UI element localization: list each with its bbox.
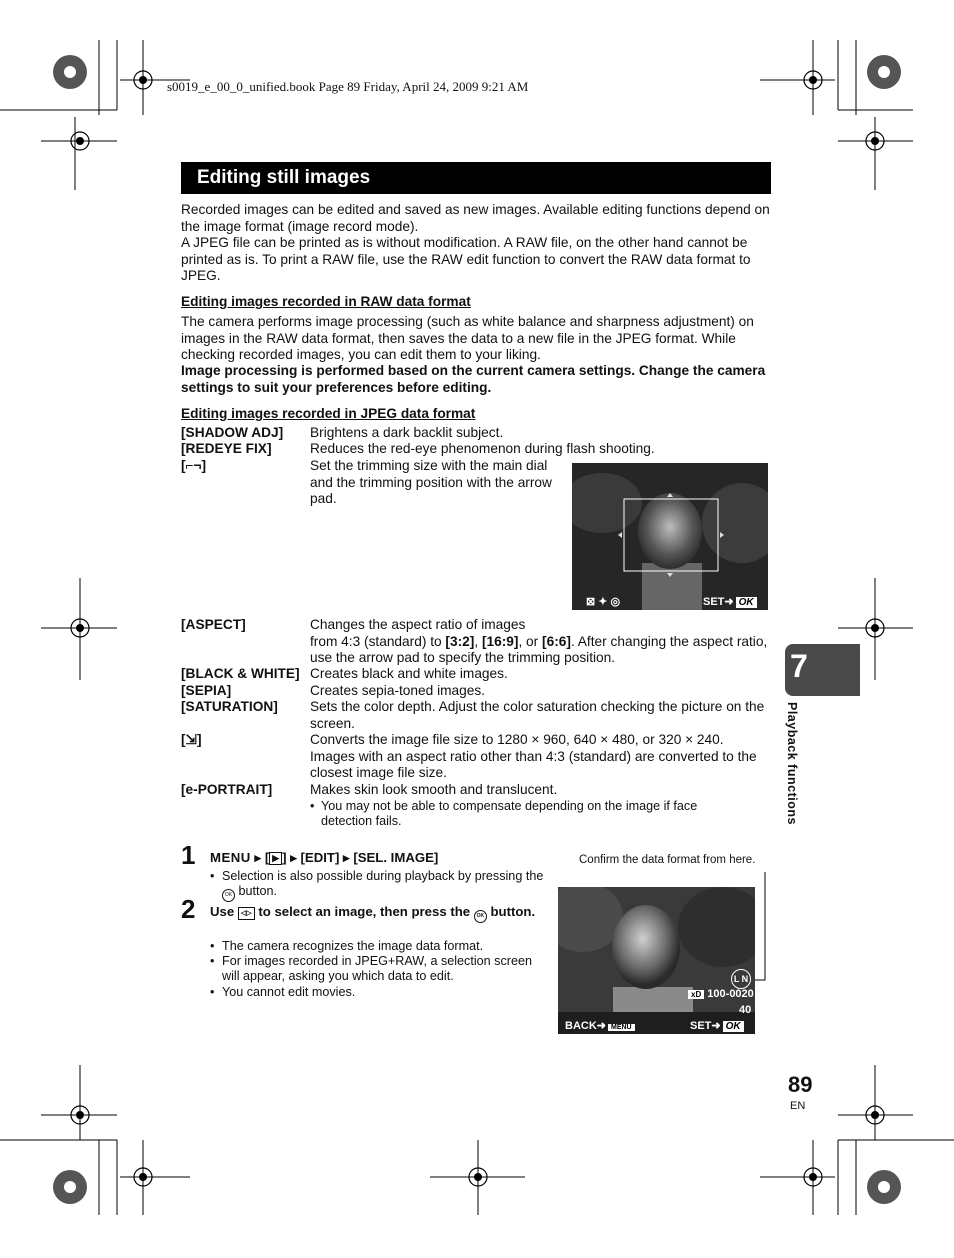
back-menu-label: BACK➜ MENU [565, 1019, 635, 1032]
trim-dial-icons: ⊠ ✦ ◎ [586, 596, 621, 608]
desc-saturation: Sets the color depth. Adjust the color saturation checking the picture on the screen. [310, 699, 765, 731]
file-number [686, 988, 754, 1000]
playback-icon: ▶ [269, 852, 282, 865]
aspect-sep-2: , or [518, 633, 543, 649]
term-black-white: [BLACK & WHITE] [181, 666, 300, 681]
ratio-6-6: [6:6] [542, 633, 571, 649]
term-saturation: [SATURATION] [181, 699, 278, 714]
step-2-button: button. [490, 904, 536, 919]
term-redeye-fix: [REDEYE FIX] [181, 441, 272, 456]
chapter-label: Playback functions [785, 702, 799, 825]
chapter-number: 7 [790, 648, 808, 684]
intro-paragraph-2: A JPEG file can be printed as is without modification. A RAW file, on the other hand cannot be printed as is. To print a RAW file, use the RAW edit function to convert the RAW data format to JPEG. [181, 235, 751, 283]
select-image-screen-photo [558, 887, 755, 1034]
file-number-text: 100-0020 [707, 988, 754, 1000]
step-1-menu-path [210, 850, 438, 866]
intro-paragraph-1: Recorded images can be edited and saved as new images. Available editing functions depend on the image format (image record mode). [181, 202, 770, 234]
ok-label: OK [723, 1021, 744, 1032]
aspect-from: from 4:3 (standard) to [310, 633, 446, 649]
step-1-bullet-end: button. [238, 884, 278, 899]
aspect-sep-1: , [474, 633, 482, 649]
step-1-bullet [210, 869, 550, 902]
bracket-open: [ [264, 850, 270, 865]
ok-button-icon: OK [474, 910, 487, 923]
bullet-dot: • [210, 984, 215, 999]
set-label: SET [703, 596, 725, 608]
trimming-screen-photo [572, 463, 768, 610]
trim-set-ok: SET➜ OK [703, 595, 757, 608]
bracket-close: ] [282, 850, 287, 865]
menu-label: MENU [210, 850, 251, 865]
step-2-text [210, 904, 550, 923]
raw-heading: Editing images recorded in RAW data format [181, 294, 471, 309]
raw-text: The camera performs image processing (such as white balance and sharpness adjustment) on images in the RAW data format, then saves the data to a new file in the JPEG format. While checking recorded images, you can edit them to your liking. [181, 314, 754, 362]
step-2-bullet-3: You cannot edit movies. [222, 984, 356, 999]
back-label: BACK [565, 1020, 597, 1032]
ok-button-icon: OK [222, 889, 235, 902]
step-2-use: Use [210, 904, 235, 919]
desc-redeye-fix: Reduces the red-eye phenomenon during flash shooting. [310, 441, 655, 456]
step-1-number: 1 [181, 840, 196, 870]
aspect-line-1: Changes the aspect ratio of images [310, 617, 526, 632]
ok-label: OK [736, 597, 757, 608]
card-icon: xD [688, 990, 704, 999]
term-sepia: [SEPIA] [181, 683, 232, 698]
aspect-after: . After changing the aspect ratio, use the arrow pad to specify the trimming position. [310, 633, 768, 665]
photo-2-caption: Confirm the data format from here. [579, 854, 756, 866]
step-2-select: to select an image, then press the [258, 904, 471, 919]
desc-resize: Converts the image file size to 1280 × 960, 640 × 480, or 320 × 240. Images with an aspect ratio other than 4:3 (standard) are converted to the closest image file size. [310, 732, 757, 780]
step-2-number: 2 [181, 894, 196, 924]
page-number: 89 [788, 1072, 813, 1097]
arrow-right-icon: ▸ [254, 850, 262, 865]
print-header: s0019_e_00_0_unified.book Page 89 Friday, April 24, 2009 9:21 AM [167, 79, 529, 94]
menu-sel-image: [SEL. IMAGE] [353, 850, 439, 865]
jpeg-heading: Editing images recorded in JPEG data format [181, 406, 476, 421]
desc-shadow-adj: Brightens a dark backlit subject. [310, 425, 504, 440]
section-title: Editing still images [181, 162, 771, 194]
bullet-dot: • [210, 869, 215, 883]
desc-aspect [310, 617, 770, 667]
step-2-bullet-1: The camera recognizes the image data format. [222, 939, 484, 953]
term-trimming: [⌐¬] [181, 458, 207, 473]
step-2-bullets [210, 939, 550, 1000]
set-label: SET [690, 1020, 712, 1032]
ratio-3-2: [3:2] [445, 633, 475, 649]
e-portrait-note-text: You may not be able to compensate depending on the image if face detection fails. [321, 799, 698, 829]
arrow-pad-icon: ◁▷ [238, 907, 255, 920]
desc-sepia: Creates sepia-toned images. [310, 683, 485, 698]
language-code: EN [790, 1100, 806, 1112]
bullet-dot: • [210, 954, 215, 969]
term-aspect: [ASPECT] [181, 617, 246, 632]
menu-edit: [EDIT] [300, 850, 340, 865]
step-1-bullet-text [222, 869, 550, 902]
bullet-dot: • [210, 939, 215, 953]
desc-black-white: Creates black and white images. [310, 666, 508, 681]
aspect-line-2 [310, 634, 770, 667]
step-2-bullet-2: For images recorded in JPEG+RAW, a selection screen will appear, asking you which data to edit. [222, 954, 532, 984]
term-e-portrait: [e-PORTRAIT] [181, 782, 273, 797]
arrow-right-icon: ▸ [290, 850, 297, 865]
arrow-right-icon: ▸ [343, 850, 350, 865]
raw-bold-text: Image processing is performed based on the current camera settings. Change the camera settings to suit your preferences before editing. [181, 363, 766, 395]
ratio-16-9: [16:9] [481, 633, 519, 649]
child-portrait-image [572, 463, 768, 610]
frame-count: 40 [739, 1004, 752, 1016]
term-resize: [⇲] [181, 732, 202, 747]
bullet-dot: • [310, 799, 315, 813]
step-1-bullet-main: Selection is also possible during playback by pressing the [222, 869, 544, 883]
desc-e-portrait: Makes skin look smooth and translucent. [310, 782, 558, 797]
set-ok-label: SET➜ OK [690, 1019, 744, 1032]
quality-icon: L N [731, 969, 751, 989]
desc-trimming: Set the trimming size with the main dial and the trimming position with the arrow pad. [310, 458, 552, 506]
menu-button-label: MENU [608, 1024, 635, 1031]
e-portrait-note [310, 799, 730, 829]
child-photo-image [558, 887, 755, 1034]
term-shadow-adj: [SHADOW ADJ] [181, 425, 284, 440]
